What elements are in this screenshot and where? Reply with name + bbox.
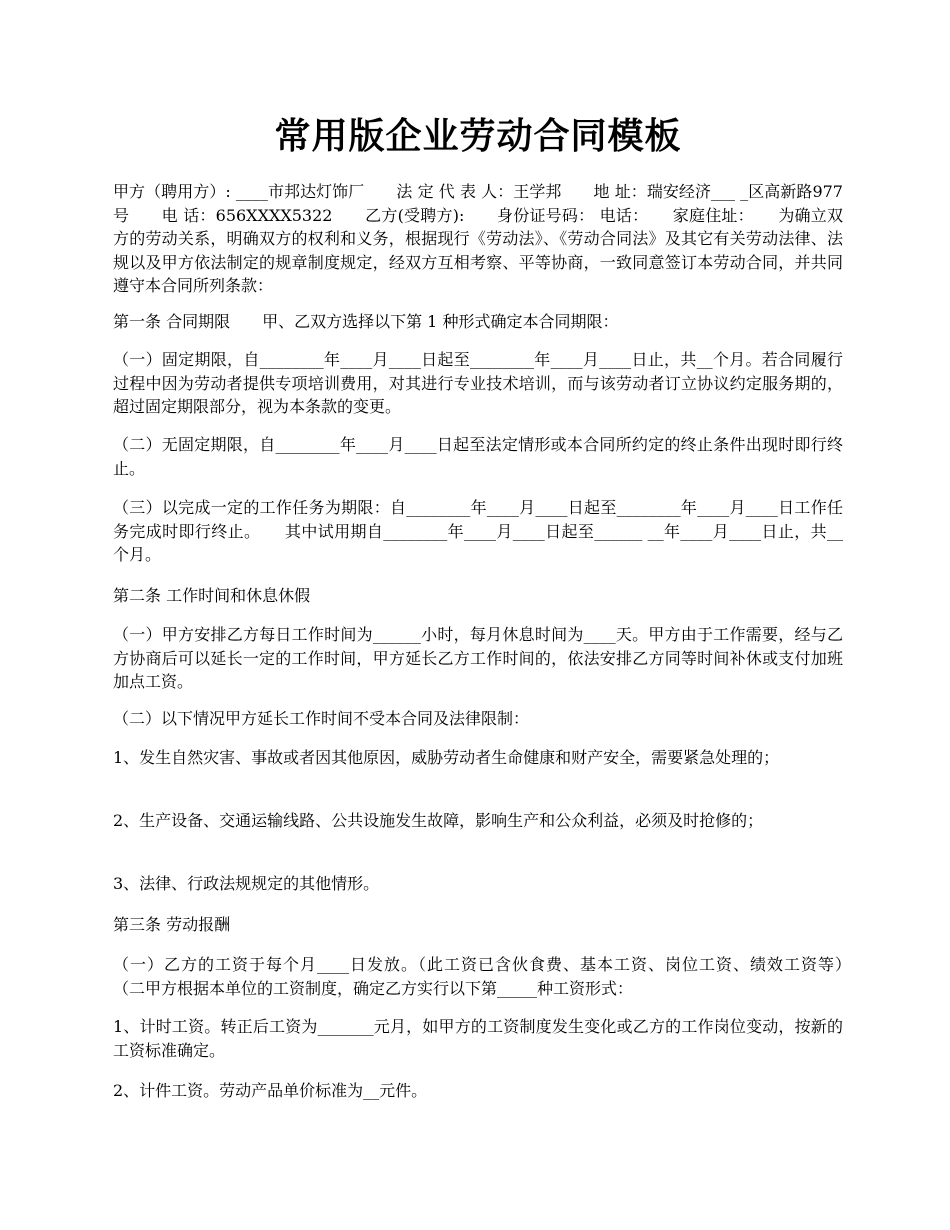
paragraph-open-term (113, 433, 843, 480)
paragraph-text: （一）乙方的工资于每个月____日发放。（此工资已含伙食费、基本工资、岗位工资、绩效工资等） （二甲方根据本单位的工资制度，确定乙方实行以下第_____种工资形式： (113, 955, 876, 998)
paragraph-text: （一）固定期限，自________年____月____日起至________年____月____日止，共__个月。若合同履行过程中因为劳动者提供专项培训费用，对其进行专业技术培训，而与该劳动者订立协议约定服务期的，超过固定期限部分，视为本条款的变更。 (113, 350, 843, 416)
paragraph-text: 1、发生自然灾害、事故或者因其他原因，威胁劳动者生命健康和财产安全，需要紧急处理的； (113, 748, 780, 767)
paragraph-text: 第一条 合同期限 甲、乙双方选择以下第 1 种形式确定本合同期限： (113, 312, 619, 331)
paragraph-text: （一）甲方安排乙方每日工作时间为______小时，每月休息时间为____天。甲方由于工作需要，经与乙方协商后可以延长一定的工作时间，甲方延长乙方工作时间的，依法安排乙方同等时间补休或支付加班加点工资。 (113, 625, 843, 691)
paragraph-task-term (113, 496, 843, 567)
document-page (113, 0, 876, 1100)
paragraph-text: 2、生产设备、交通运输线路、公共设施发生故障，影响生产和公众利益，必须及时抢修的； (113, 811, 764, 830)
paragraph-working-hours (113, 623, 843, 694)
paragraph-parties-intro: 甲方（聘用方）: ____市邦达灯饰厂 法 定 代 表 人：王学邦 地 址：瑞安经济___ _区高新路977号 电 话：656XXXX5322 乙方(受聘方): 身份证号码： 电话： 家庭住址： 为确立双方的劳动关系，明确双方的权利和义务，根据现行《劳动法》、《劳动合同法》及其它有关劳动法律、法规以及甲方依法制定的规章制度规定，经双方互相考察、平等协商，一致同意签订本劳动合同，并共同遵守本合同所列条款： (113, 182, 843, 295)
list-item-exception-3 (113, 872, 843, 896)
paragraph-text: 2、计件工资。劳动产品单价标准为__元件。 (113, 1081, 428, 1100)
paragraph-text: 第二条 工作时间和休息休假 (113, 586, 311, 605)
paragraph-overtime-exceptions (113, 707, 843, 731)
paragraph-article-3-heading (113, 913, 843, 937)
paragraph-text: （二）以下情况甲方延长工作时间不受本合同及法律限制： (113, 709, 530, 728)
paragraph-article-2-heading (113, 584, 843, 608)
list-item-piece-wage (113, 1079, 843, 1103)
list-item-exception-1 (113, 746, 843, 770)
paragraph-text: （二）无固定期限，自________年____月____日起至法定情形或本合同所约定的终止条件出现时即行终止。 (113, 435, 843, 478)
document-title: 常用版企业劳动合同模板 (274, 115, 682, 157)
paragraph-fixed-term (113, 348, 843, 419)
paragraph-text: 3、法律、行政法规规定的其他情形。 (113, 874, 380, 893)
list-item-time-wage (113, 1015, 843, 1062)
paragraph-article-1-heading (113, 310, 843, 334)
paragraph-text: 1、计时工资。转正后工资为_______元月，如甲方的工资制度发生变化或乙方的工作岗位变动，按新的工资标准确定。 (113, 1017, 843, 1060)
list-item-exception-2 (113, 809, 843, 833)
paragraph-text: （三）以完成一定的工作任务为期限：自________年____月____日起至________年____月____日工作任务完成时即行终止。 其中试用期自________年____月____日起至______ __年____月____日止，共__个月。 (113, 498, 843, 564)
paragraph-pay-date (113, 953, 876, 1000)
paragraph-text: 第三条 劳动报酬 (113, 915, 231, 934)
